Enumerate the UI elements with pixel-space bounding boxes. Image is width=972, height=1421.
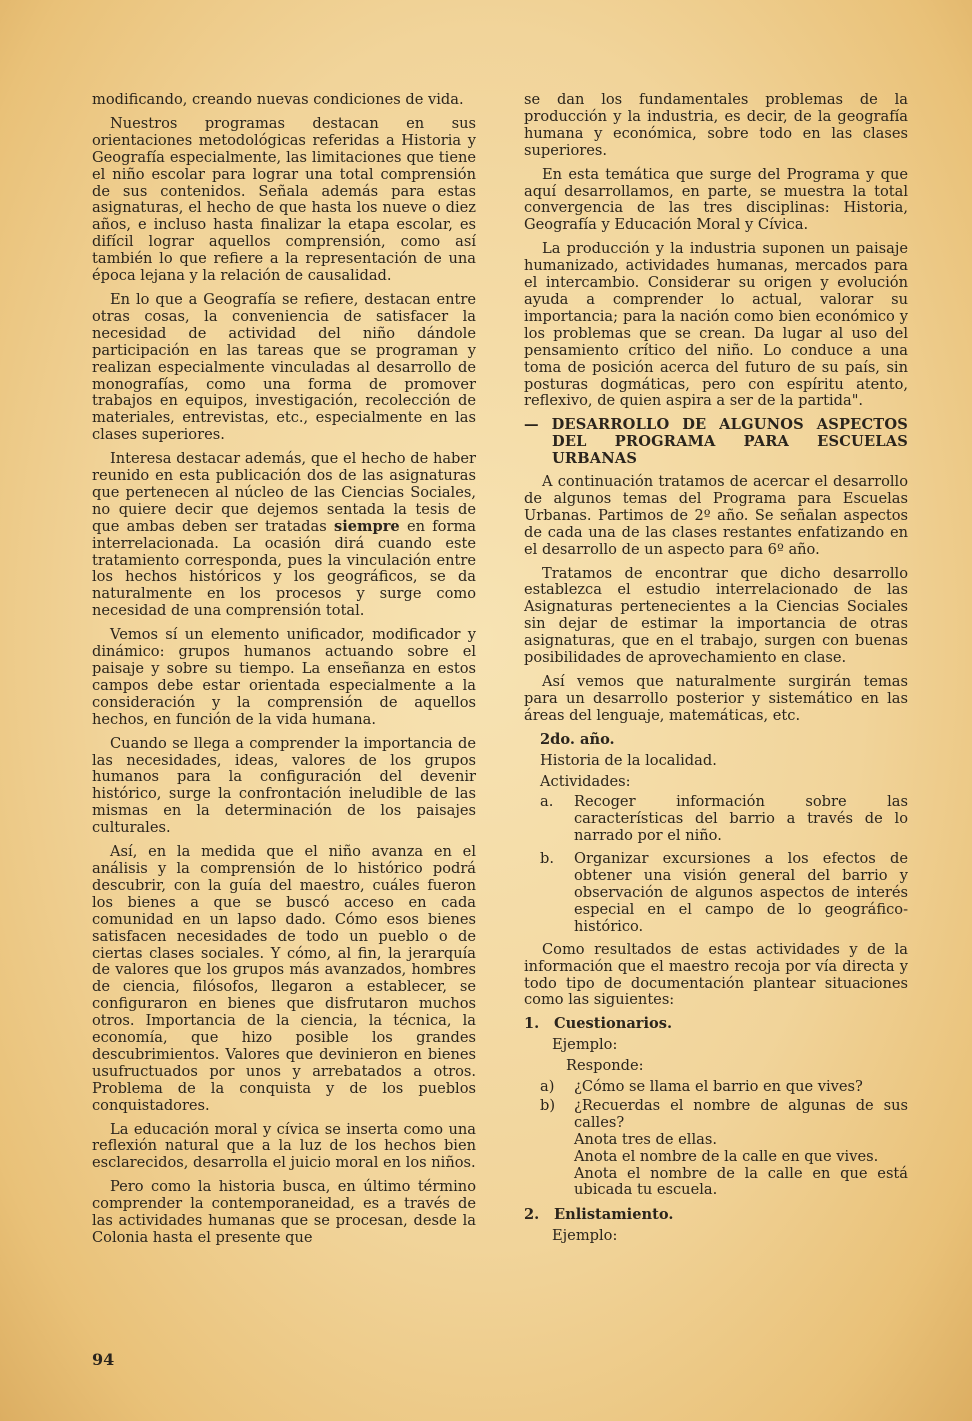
numbered-item	[524, 1016, 908, 1033]
paragraph: Como resultados de estas actividades y de la información que el maestro recoja por vía directa y todo tipo de documentación plantear situaciones como las siguientes:	[524, 940, 908, 1009]
paragraph: Así vemos que naturalmente surgirán temas para un desarrollo posterior y sistemático en las áreas del lenguaje, matemáticas, etc.	[524, 673, 908, 724]
item-marker: 2.	[524, 1206, 540, 1224]
section-heading: — DESARROLLO DE ALGUNOS ASPECTOS DEL PROGRAMA PARA ESCUELAS URBANAS	[524, 416, 908, 468]
question-item	[540, 1079, 908, 1096]
grade-label: 2do. año.	[540, 730, 615, 748]
example-label: Ejemplo:	[552, 1036, 618, 1054]
emphasis-text: siempre	[334, 517, 400, 535]
question-line: ¿Recuerdas el nombre de algunas de sus calles?	[574, 1096, 908, 1131]
paragraph: Vemos sí un elemento unificador, modificador y dinámico: grupos humanos actuando sobre el paisaje y sobre su tiempo. La enseñanza en estos campos debe estar orientada especialmente a la consideración y la comprensión de aquellos hechos, en función de la vida humana.	[92, 626, 476, 728]
paragraph: La producción y la industria suponen un paisaje humanizado, actividades humanas, mercados para el intercambio. Considerar su origen y evolución ayuda a comprender lo actual, valorar su importancia; para la nación como bien económico y los problemas que se crean. Da lugar al uso del pensamiento crítico del niño. Lo conduce a una toma de posición acerca del futuro de su país, sin posturas dogmáticas, pero con espíritu atento, reflexivo, de quien aspira a ser de la partida".	[524, 240, 908, 410]
activity-item	[540, 794, 908, 845]
activities-label: Actividades:	[540, 772, 631, 790]
paragraph	[92, 451, 476, 620]
topic-label: Historia de la localidad.	[540, 751, 717, 769]
paragraph: A continuación tratamos de acercar el desarrollo de algunos temas del Programa para Escuelas Urbanas. Partimos de 2º año. Se señalan aspectos de cada una de las clases restantes enfatizando en el desarrollo de un aspecto para 6º año.	[524, 473, 908, 558]
text-run: Interesa destacar además, que el hecho de haber reunido en esta publicación dos de las asignaturas que pertenecen al núcleo de las Ciencias Sociales, no quiere decir que dejemos sentada la tesis de que ambas deben ser tratadas	[92, 450, 476, 535]
activity-item	[540, 851, 908, 936]
right-column	[524, 92, 908, 1249]
question-line: Anota el nombre de la calle en que está ubicada tu escuela.	[574, 1164, 908, 1199]
paragraph: Así, en la medida que el niño avanza en el análisis y la comprensión de lo histórico podrá descubrir, con la guía del maestro, cuáles fueron los bienes a que se buscó acceso en cada comunidad en un lapso dado. Cómo esos bienes satisfacen necesidades de todo un pueblo o de ciertas clases sociales. Y cómo, al fin, la jerarquía de valores que los grupos más avanzados, hombres de ciencia, filósofos, llegaron a establecer, se configuraron en bienes que disfrutaron muchos otros. Importancia de la ciencia, la técnica, la economía, que hizo posible los grandes descubrimientos. Valores que devinieron en bienes usufructuados por unos y arrebatados a otros. Problema de la conquista y de los pueblos conquistadores.	[92, 843, 476, 1114]
paragraph: La educación moral y cívica se inserta como una reflexión natural que a la luz de los hechos bien esclarecidos, desarrolla el juicio moral en los niños.	[92, 1120, 476, 1172]
example-label: Ejemplo:	[552, 1227, 618, 1245]
paragraph: modificando, creando nuevas condiciones de vida.	[92, 91, 464, 108]
paragraph: Cuando se llega a comprender la importancia de las necesidades, ideas, valores de los grupos humanos para la configuración del devenir histórico, surge la confrontación ineludible de las mismas en la determinación de los paisajes culturales.	[92, 734, 476, 837]
item-marker: a.	[540, 793, 554, 811]
item-marker: a)	[540, 1078, 555, 1096]
paragraph: En esta temática que surge del Programa y que aquí desarrollamos, en parte, se muestra la total convergencia de las tres disciplinas: Historia, Geografía y Educación Moral y Cívica.	[524, 165, 908, 234]
item-text: Organizar excursiones a los efectos de obtener una visión general del barrio y observación de algunos aspectos de interés especial en el campo de lo geográfico-histórico.	[574, 850, 908, 935]
item-title: Cuestionarios.	[554, 1015, 673, 1033]
text-run: en forma interrelacionada. La ocasión dirá cuando este tratamiento corresponda, pues la vinculación entre los hechos históricos y los geográficos, se da naturalmente en los procesos y surge como necesidad de una comprensión total.	[92, 517, 476, 620]
paragraph: Pero como la historia busca, en último término comprender la contemporaneidad, es a través de las actividades humanas que se procesan, desde la Colonia hasta el presente que	[92, 1178, 476, 1246]
item-title: Enlistamiento.	[554, 1206, 674, 1224]
paragraph: Tratamos de encontrar que dicho desarrollo establezca el estudio interrelacionado de las Asignaturas pertenecientes a la Ciencias Sociales sin dejar de estimar la importancia de otras asignaturas, que en el trabajo, surgen con buenas posibilidades de aprovechamiento en clase.	[524, 564, 908, 667]
respond-label: Responde:	[566, 1057, 644, 1075]
item-marker: b.	[540, 850, 554, 868]
item-text: Recoger información sobre las características del barrio a través de lo narrado por el niño.	[574, 793, 908, 845]
paragraph: Nuestros programas destacan en sus orientaciones metodológicas referidas a Historia y Geografía especialmente, las limitaciones que tiene el niño escolar para lograr una total comprensión de sus contenidos. Señala además para estas asignaturas, el hecho de que hasta los nueve o diez años, e incluso hasta finalizar la etapa escolar, es difícil lograr aquellos comprensión, como así también lo que refiere a la representación de una época lejana y la relación de causalidad.	[92, 114, 476, 285]
item-marker: 1.	[524, 1015, 540, 1033]
question-item	[540, 1098, 908, 1199]
paragraph: se dan los fundamentales problemas de la producción y la industria, es decir, de la geografía humana y económica, sobre todo en las clases superiores.	[524, 91, 908, 159]
question-line: Anota el nombre de la calle en que vives.	[574, 1147, 879, 1165]
page-number: 94	[92, 1350, 115, 1369]
item-text: ¿Cómo se llama el barrio en que vives?	[574, 1078, 863, 1096]
numbered-item	[524, 1207, 908, 1224]
item-text	[574, 1098, 908, 1199]
item-marker: b)	[540, 1096, 556, 1114]
left-column	[92, 92, 476, 1254]
question-line: Anota tres de ellas.	[574, 1130, 717, 1148]
paragraph: En lo que a Geografía se refiere, destacan entre otras cosas, la conveniencia de satisfacer la necesidad de actividad del niño dándole participación en las tareas que se programan y realizan especialmente vinculadas al desarrollo de monografías, como una forma de promover trabajos en equipos, investigación, recolección de materiales, entrevistas, etc., especialmente en las clases superiores.	[92, 290, 476, 444]
